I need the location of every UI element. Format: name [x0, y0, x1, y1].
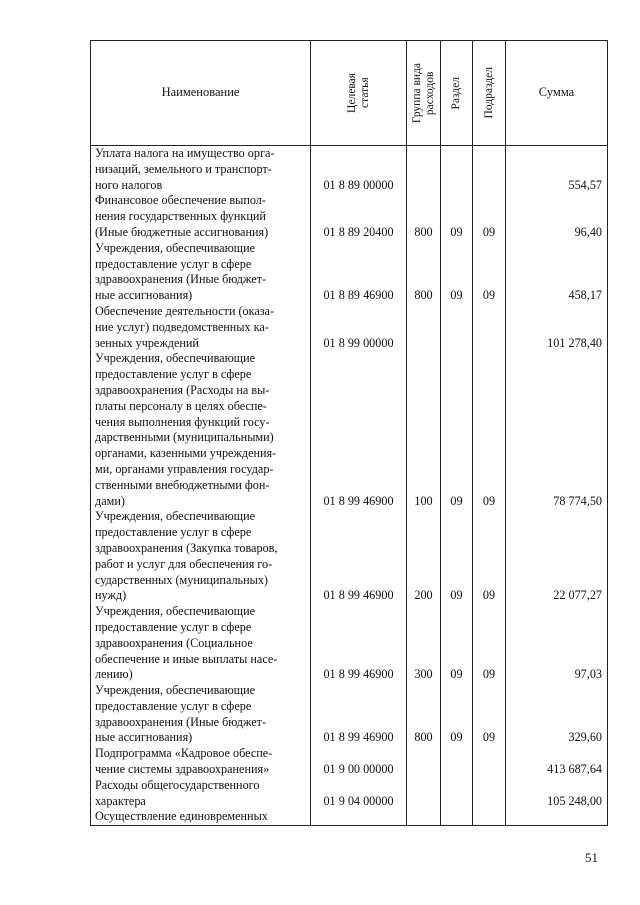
- cell-grp: 800: [407, 241, 441, 304]
- cell-stat: 01 9 00 00000: [311, 746, 407, 778]
- cell-grp: [407, 146, 441, 194]
- cell-sub: 09: [473, 509, 506, 604]
- header-target-article-cell: [311, 41, 407, 146]
- cell-name: Обеспечение деятельности (оказа- ние услуг) подведомственных ка- зенных учреждений: [91, 304, 311, 351]
- cell-grp: [407, 809, 441, 825]
- cell-sub: [473, 746, 506, 778]
- cell-grp: 300: [407, 604, 441, 683]
- cell-sec: [441, 146, 473, 194]
- table-row: [91, 604, 608, 683]
- cell-sub: 09: [473, 193, 506, 240]
- table-row: [91, 193, 608, 240]
- cell-stat: [311, 809, 407, 825]
- table-row: [91, 146, 608, 194]
- table-row: [91, 809, 608, 825]
- cell-grp: [407, 746, 441, 778]
- cell-name: Учреждения, обеспечивающие предоставление услуг в сфере здравоохранения (Расходы на вы- платы персоналу в целях обеспе- чения выполнения функций госу- дарственными (муниципальными) органами, казенными учреждения- ми, органами управления государ- ственными внебюджетными фон- дами): [91, 351, 311, 509]
- header-target-article: Целевая статья: [345, 73, 371, 113]
- table-row: [91, 509, 608, 604]
- cell-sum: 22 077,27: [506, 509, 608, 604]
- header-subsection: Подраздел: [482, 67, 495, 119]
- cell-sum: 105 248,00: [506, 778, 608, 810]
- cell-sub: [473, 809, 506, 825]
- header-expense-group: Группа вида расходов: [410, 62, 436, 124]
- cell-name: Уплата налога на имущество орга- низаций, земельного и транспорт- ного налогов: [91, 146, 311, 194]
- cell-sub: 09: [473, 351, 506, 509]
- cell-sec: 09: [441, 193, 473, 240]
- table-row: [91, 778, 608, 810]
- cell-sec: 09: [441, 509, 473, 604]
- cell-sec: [441, 778, 473, 810]
- cell-sec: 09: [441, 683, 473, 746]
- cell-grp: [407, 778, 441, 810]
- cell-sum: [506, 809, 608, 825]
- header-section-cell: [441, 41, 473, 146]
- cell-name: Расходы общегосударственного характера: [91, 778, 311, 810]
- cell-sub: 09: [473, 241, 506, 304]
- budget-table: [90, 40, 608, 826]
- cell-stat: 01 8 99 46900: [311, 351, 407, 509]
- cell-name: Учреждения, обеспечивающие предоставление услуг в сфере здравоохранения (Закупка товаров, работ и услуг для обеспечения го- сударственных (муниципальных) нужд): [91, 509, 311, 604]
- table-row: [91, 351, 608, 509]
- cell-sum: 101 278,40: [506, 304, 608, 351]
- cell-sec: 09: [441, 351, 473, 509]
- cell-sum: 78 774,50: [506, 351, 608, 509]
- header-sum: Сумма: [506, 41, 608, 146]
- cell-grp: 200: [407, 509, 441, 604]
- cell-sec: [441, 746, 473, 778]
- cell-sum: 413 687,64: [506, 746, 608, 778]
- cell-stat: 01 8 89 46900: [311, 241, 407, 304]
- table-row: [91, 683, 608, 746]
- cell-sec: 09: [441, 604, 473, 683]
- header-expense-group-cell: [407, 41, 441, 146]
- cell-sub: [473, 304, 506, 351]
- cell-sec: 09: [441, 241, 473, 304]
- cell-stat: 01 8 89 20400: [311, 193, 407, 240]
- cell-sub: [473, 778, 506, 810]
- cell-name: Учреждения, обеспечивающие предоставление услуг в сфере здравоохранения (Иные бюджет- ные ассигнования): [91, 683, 311, 746]
- table-row: [91, 746, 608, 778]
- header-name: Наименование: [91, 41, 311, 146]
- table-row: [91, 241, 608, 304]
- cell-name: Учреждения, обеспечивающие предоставление услуг в сфере здравоохранения (Социальное обеспечение и иные выплаты насе- лению): [91, 604, 311, 683]
- cell-sub: [473, 146, 506, 194]
- cell-stat: 01 8 99 46900: [311, 683, 407, 746]
- cell-grp: 800: [407, 193, 441, 240]
- cell-sec: [441, 304, 473, 351]
- cell-sub: 09: [473, 604, 506, 683]
- cell-stat: 01 8 99 46900: [311, 509, 407, 604]
- cell-name: Финансовое обеспечение выпол- нения государственных функций (Иные бюджетные ассигнования): [91, 193, 311, 240]
- cell-sum: 329,60: [506, 683, 608, 746]
- cell-sec: [441, 809, 473, 825]
- cell-name: Осуществление единовременных: [91, 809, 311, 825]
- cell-stat: 01 8 89 00000: [311, 146, 407, 194]
- cell-grp: [407, 304, 441, 351]
- cell-sum: 97,03: [506, 604, 608, 683]
- cell-name: Учреждения, обеспечивающие предоставление услуг в сфере здравоохранения (Иные бюджет- ные ассигнования): [91, 241, 311, 304]
- cell-stat: 01 8 99 00000: [311, 304, 407, 351]
- page-number: 51: [585, 850, 598, 865]
- cell-grp: 800: [407, 683, 441, 746]
- cell-name: Подпрограмма «Кадровое обеспе- чение системы здравоохранения»: [91, 746, 311, 778]
- header-row: [91, 41, 608, 146]
- cell-sum: 96,40: [506, 193, 608, 240]
- cell-sub: 09: [473, 683, 506, 746]
- header-subsection-cell: [473, 41, 506, 146]
- cell-grp: 100: [407, 351, 441, 509]
- cell-stat: 01 8 99 46900: [311, 604, 407, 683]
- header-section: Раздел: [450, 76, 462, 110]
- cell-sum: 458,17: [506, 241, 608, 304]
- cell-stat: 01 9 04 00000: [311, 778, 407, 810]
- cell-sum: 554,57: [506, 146, 608, 194]
- table-row: [91, 304, 608, 351]
